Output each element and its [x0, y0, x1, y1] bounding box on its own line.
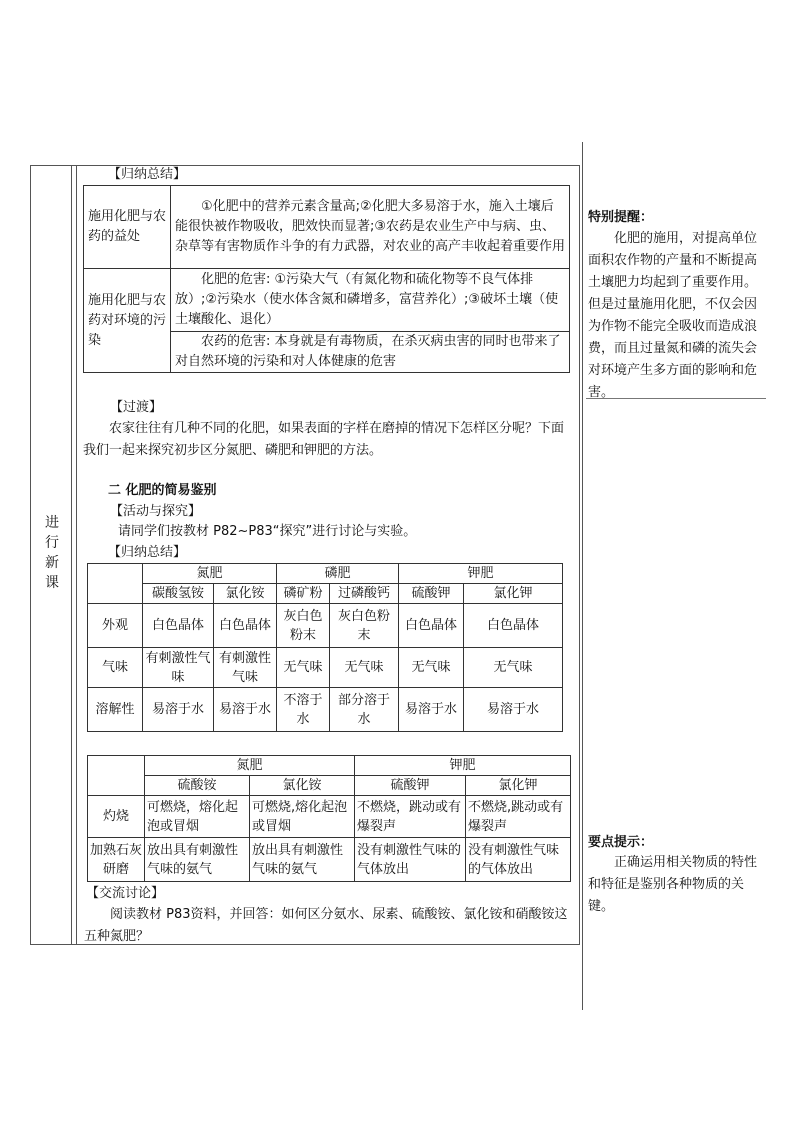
section-label-char: 新	[45, 555, 59, 571]
table-cell: 部分溶于水	[330, 688, 399, 732]
section-label	[38, 513, 66, 593]
side-key-title: 要点提示：	[588, 835, 654, 850]
table-cell: 有刺激性气味	[143, 648, 214, 688]
table-cell: 放出具有刺激性气味的氨气	[250, 838, 355, 882]
table-row	[88, 648, 563, 688]
table-row	[88, 564, 563, 584]
table-cell: 不燃烧,跳动或有爆裂声	[466, 796, 571, 838]
table-cell: 放出具有刺激性气味的氨气	[145, 838, 250, 882]
table-cell: 易溶于水	[399, 688, 464, 732]
table-row	[84, 186, 570, 269]
table-cell: 不溶于水	[277, 688, 330, 732]
transition-heading: 【过渡】	[110, 400, 163, 415]
table-cell: 白色晶体	[464, 604, 563, 648]
row-label: 气味	[88, 648, 143, 688]
table-cell: 无气味	[330, 648, 399, 688]
table-cell: 白色晶体	[143, 604, 214, 648]
corner-cell	[88, 564, 143, 604]
group-header: 氮肥	[143, 564, 277, 584]
table-row	[84, 269, 570, 332]
section2-heading: 二 化肥的简易鉴别	[108, 483, 217, 498]
table-row	[88, 838, 571, 882]
table-cell: 无气味	[277, 648, 330, 688]
table-cell: 可燃烧，熔化起泡或冒烟	[145, 796, 250, 838]
group-header: 氮肥	[145, 756, 355, 776]
side-tip-title: 特别提醒：	[588, 210, 654, 225]
row-label: 施用化肥与农药的益处	[84, 186, 171, 269]
table-cell: 无气味	[399, 648, 464, 688]
side-column-rule	[582, 142, 583, 1010]
sub-header: 硫酸铵	[145, 776, 250, 796]
table-row	[88, 776, 571, 796]
summary2-heading: 【归纳总结】	[108, 545, 187, 560]
sub-header: 氯化铵	[214, 584, 277, 604]
discussion-text: 阅读教材 P83资料，并回答：如何区分氨水、尿素、硫酸铵、氯化铵和硝酸铵这五种氮肥？	[84, 907, 568, 944]
table-cell: 易溶于水	[143, 688, 214, 732]
benefit-harm-table	[83, 185, 570, 373]
side-tip-text: 化肥的施用，对提高单位面积农作物的产量和不断提高土壤肥力均起到了重要作用。但是过量施用化肥，不仅会因为作物不能完全吸收而造成浪费，而且过量氮和磷的流失会对环境产生多方面的影响和危害。	[588, 231, 758, 400]
table-cell: 灰白色粉末	[330, 604, 399, 648]
activity-text: 请同学们按教材 P82~P83“探究”进行讨论与实验。	[118, 524, 417, 539]
sub-header: 硫酸钾	[355, 776, 466, 796]
discussion-heading: 【交流讨论】	[86, 886, 165, 901]
sub-header: 过磷酸钙	[330, 584, 399, 604]
table-cell: 不燃烧，跳动或有爆裂声	[355, 796, 466, 838]
fertilizer-property-table	[87, 563, 563, 732]
table-cell: 有刺激性气味	[214, 648, 277, 688]
transition-text: 农家往往有几种不同的化肥，如果表面的字样在磨掉的情况下怎样区分呢？下面我们一起来探究初步区分氮肥、磷肥和钾肥的方法。	[83, 421, 565, 458]
side-key-text: 正确运用相关物质的特性和特征是鉴别各种物质的关键。	[588, 855, 758, 914]
row-label: 灼烧	[88, 796, 145, 838]
group-header: 钾肥	[399, 564, 563, 584]
table-row	[88, 604, 563, 648]
section-label-char: 进	[45, 515, 59, 531]
sub-header: 氯化钾	[464, 584, 563, 604]
table-cell: 没有刺激性气味的气体放出	[355, 838, 466, 882]
row-label: 加熟石灰研磨	[88, 838, 145, 882]
content-left-rule	[76, 165, 77, 945]
summary-heading: 【归纳总结】	[108, 167, 187, 182]
table-cell: 可燃烧,熔化起泡或冒烟	[250, 796, 355, 838]
table-cell: 白色晶体	[214, 604, 277, 648]
row-label: 外观	[88, 604, 143, 648]
table-row	[88, 584, 563, 604]
table-row	[88, 796, 571, 838]
sub-header: 硫酸钾	[399, 584, 464, 604]
section-label-char: 行	[45, 535, 59, 551]
row-text: 农药的危害: 本身就是有毒物质，在杀灭病虫害的同时也带来了对自然环境的污染和对人体健康的危害	[171, 332, 570, 373]
table-cell: 白色晶体	[399, 604, 464, 648]
table-cell: 灰白色粉末	[277, 604, 330, 648]
fertilizer-test-table	[87, 755, 571, 882]
sub-header: 磷矿粉	[277, 584, 330, 604]
section-label-char: 课	[45, 575, 59, 591]
table-cell: 无气味	[464, 648, 563, 688]
group-header: 钾肥	[355, 756, 571, 776]
sub-header: 氯化铵	[250, 776, 355, 796]
table-cell: 没有刺激性气味的气体放出	[466, 838, 571, 882]
activity-heading: 【活动与探究】	[110, 504, 202, 519]
sub-header: 碳酸氢铵	[143, 584, 214, 604]
group-header: 磷肥	[277, 564, 399, 584]
table-row	[88, 756, 571, 776]
table-cell: 易溶于水	[464, 688, 563, 732]
table-cell: 易溶于水	[214, 688, 277, 732]
row-text: 化肥的危害: ①污染大气（有氮化物和硫化物等不良气体排放）;②污染水（使水体含氮和磷增多，富营养化）;③破坏土壤（使土壤酸化、退化）	[171, 269, 570, 332]
table-row	[88, 688, 563, 732]
sub-header: 氯化钾	[466, 776, 571, 796]
row-label: 施用化肥与农药对环境的污染	[84, 269, 171, 373]
row-text: ①化肥中的营养元素含量高;②化肥大多易溶于水，施入土壤后能很快被作物吸收，肥效快而显著;③农药是农业生产中与病、虫、杂草等有害物质作斗争的有力武器，对农业的高产丰收起着重要作用	[171, 186, 570, 269]
corner-cell	[88, 756, 145, 796]
row-label: 溶解性	[88, 688, 143, 732]
